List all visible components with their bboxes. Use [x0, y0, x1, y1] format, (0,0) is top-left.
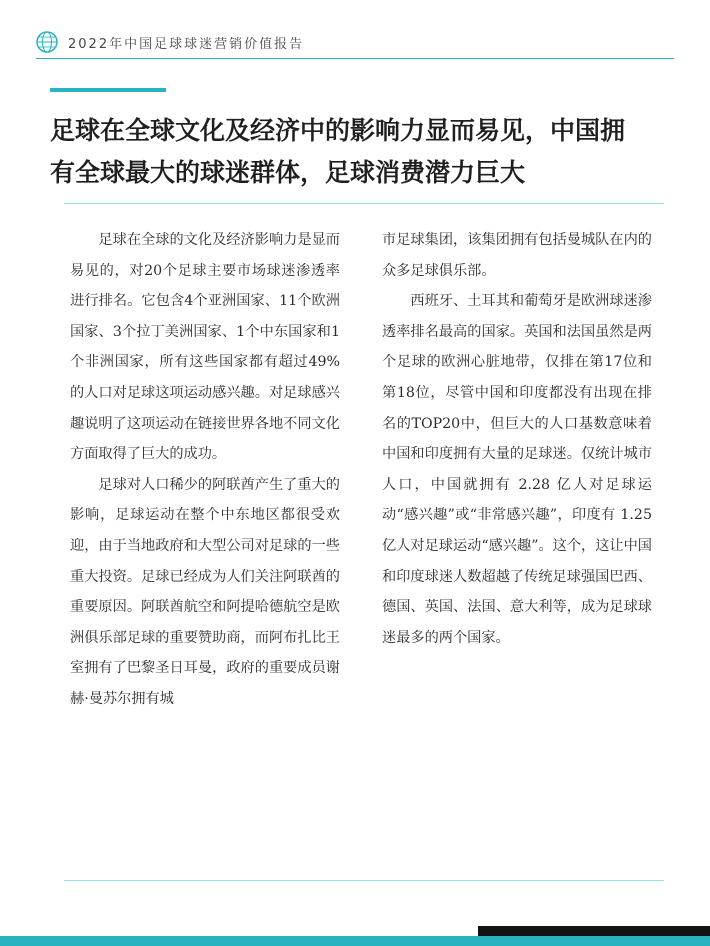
- right-column: [382, 225, 652, 715]
- paragraph: 西班牙、土耳其和葡萄牙是欧洲球迷渗透率排名最高的国家。英国和法国虽然是两个足球的欧洲心脏地带，仅排在第17位和第18位，尽管中国和印度都没有出现在排名的TOP20中，但巨大的人口基数意味着中国和印度拥有大量的足球迷。仅统计城市人口，中国就拥有 2.28 亿人对足球运动“感兴趣”或“非常感兴趣”，印度有 1.25 亿人对足球运动“感兴趣”。这个，这让中国和印度球迷人数超越了传统足球强国巴西、德国、英国、法国、意大利等，成为足球球迷最多的两个国家。: [382, 293, 652, 646]
- page-title-line-2: 有全球最大的球迷群体，足球消费潜力巨大: [50, 158, 526, 187]
- title-accent-bar: [50, 88, 166, 92]
- page-title: [50, 110, 680, 194]
- footer-accent-band: [0, 936, 710, 946]
- bottom-divider: [64, 880, 664, 881]
- page-header: [36, 28, 304, 56]
- left-column: [70, 225, 340, 715]
- header-divider: [36, 58, 674, 59]
- paragraph-continued: 市足球集团，该集团拥有包括曼城队在内的众多足球俱乐部。: [382, 232, 652, 279]
- title-divider: [64, 203, 664, 204]
- paragraph: 足球对人口稀少的阿联酋产生了重大的影响，足球运动在整个中东地区都很受欢迎，由于当地政府和大型公司对足球的一些重大投资。足球已经成为人们关注阿联酋的重要原因。阿联酋航空和阿提哈德航空是欧洲俱乐部足球的重要赞助商，而阿布扎比王室拥有了巴黎圣日耳曼，政府的重要成员谢赫·曼苏尔拥有城: [70, 476, 340, 707]
- page-title-line-1: 足球在全球文化及经济中的影响力显而易见，中国拥: [50, 116, 626, 145]
- footer-dark-bar: [478, 926, 710, 936]
- article-body: [70, 225, 652, 715]
- paragraph: 足球在全球的文化及经济影响力是显而易见的，对20个足球主要市场球迷渗透率进行排名。它包含4个亚洲国家、11个欧洲国家、3个拉丁美洲国家、1个中东国家和1个非洲国家，所有这些国家都有超过49%的人口对足球这项运动感兴趣。对足球感兴趣说明了这项运动在链接世界各地不同文化方面取得了巨大的成功。: [70, 232, 340, 463]
- globe-logo-icon: [36, 31, 58, 53]
- report-title: 2022年中国足球球迷营销价值报告: [68, 36, 305, 52]
